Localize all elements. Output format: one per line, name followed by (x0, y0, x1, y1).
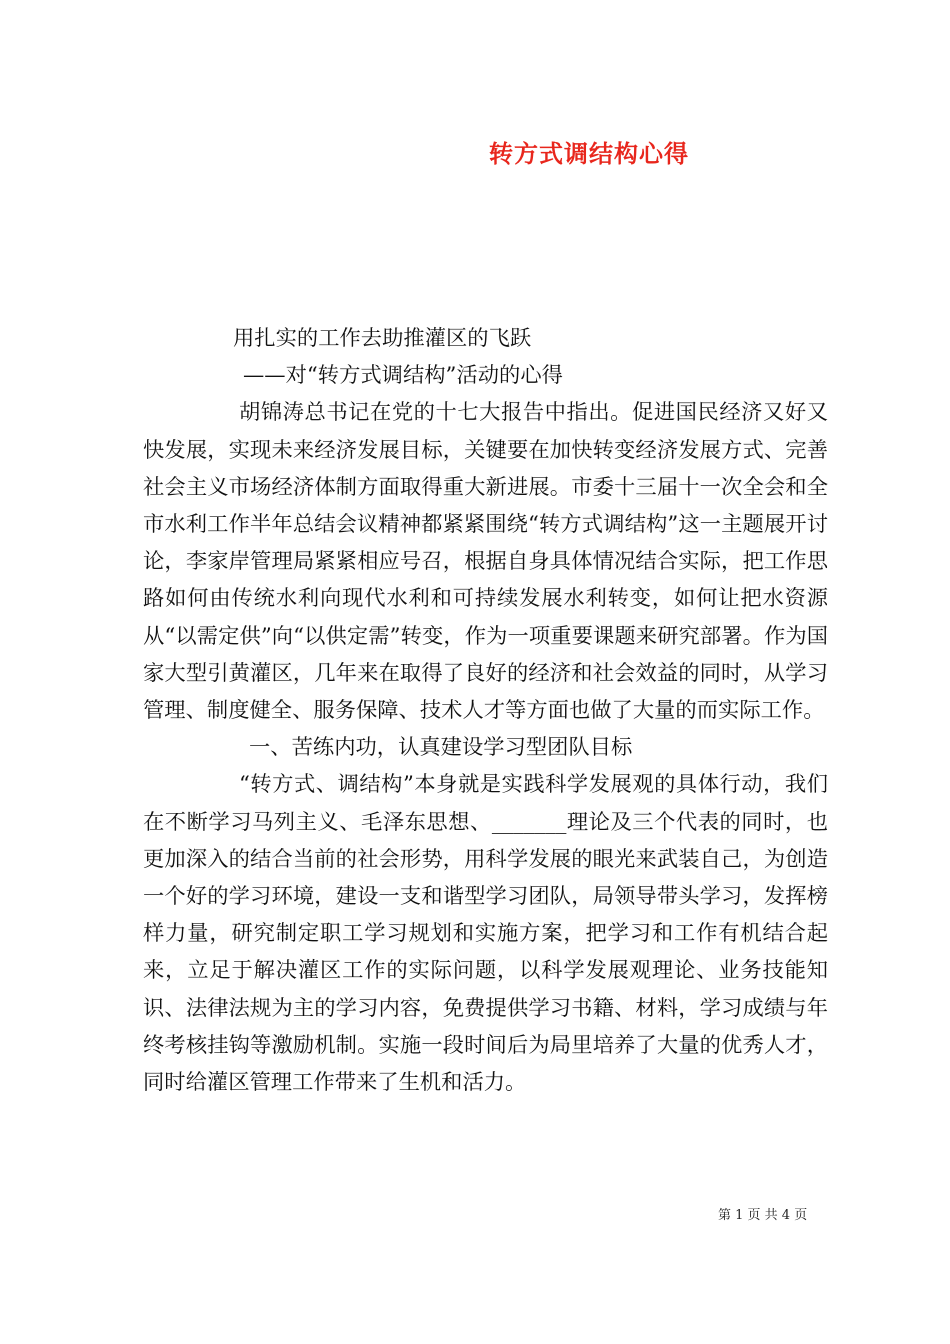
paragraph-2: “转方式、调结构”本身就是实践科学发展观的具体行动，我们在不断学习马列主义、毛泽东思想、_______理论及三个代表的同时，也更加深入的结合当前的社会形势，用科学发展的眼光来武装自己，为创造一个好的学习环境，建设一支和谐型学习团队，局领导带头学习，发挥榜样力量，研究制定职工学习规划和实施方案，把学习和工作有机结合起来，立足于解决灌区工作的实际问题，以科学发展观理论、业务技能知识、法律法规为主的学习内容，免费提供学习书籍、材料，学习成绩与年终考核挂钩等激励机制。实施一段时间后为局里培养了大量的优秀人才，同时给灌区管理工作带来了生机和活力。 (143, 772, 828, 1096)
article-subheading: ——对“转方式调结构”活动的心得 (243, 363, 563, 389)
page-number: 第 1 页 共 4 页 (718, 1208, 808, 1223)
document-body (143, 320, 828, 1101)
paragraph-1: 胡锦涛总书记在党的十七大报告中指出。促进国民经济又好又快发展，实现未来经济发展目标，关键要在加快转变经济发展方式、完善社会主义市场经济体制方面取得重大新进展。市委十三届十一次全会和全市水利工作半年总结会议精神都紧紧围绕“转方式调结构”这一主题展开讨论，李家岸管理局紧紧相应号召，根据自身具体情况结合实际，把工作思路如何由传统水利向现代水利和可持续发展水利转变，如何让把水资源从“以需定供”向“以供定需”转变，作为一项重要课题来研究部署。作为国家大型引黄灌区，几年来在取得了良好的经济和社会效益的同时，从学习管理、制度健全、服务保障、技术人才等方面也做了大量的而实际工作。 (143, 400, 828, 724)
document-title: 转方式调结构心得 (489, 139, 689, 168)
article-heading: 用扎实的工作去助推灌区的飞跃 (233, 326, 532, 351)
section-1-heading: 一、苦练内功，认真建设学习型团队目标 (249, 735, 633, 761)
